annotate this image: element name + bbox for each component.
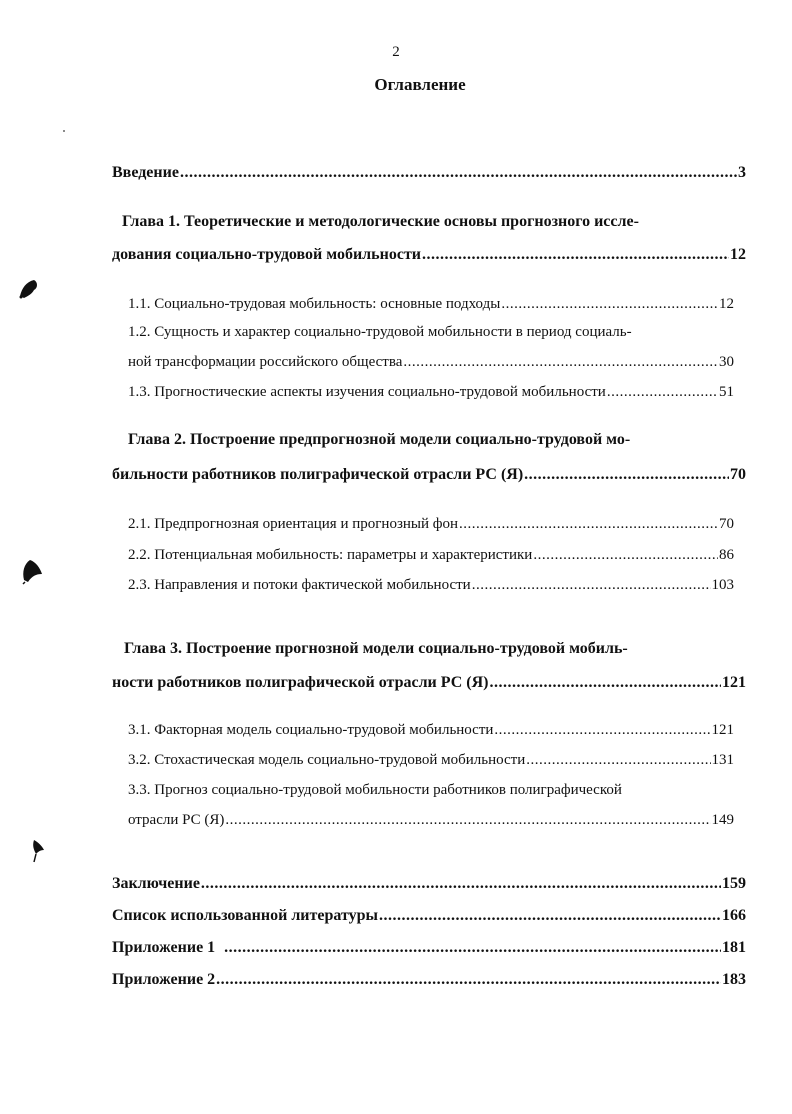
toc-entry-page: 181 (722, 939, 746, 956)
leader-dots (180, 163, 737, 183)
toc-entry-page: 121 (711, 722, 734, 738)
leader-dots (533, 545, 718, 565)
scan-speck-2 (18, 556, 46, 586)
section-3-3[interactable]: 3.3. Прогноз социально-трудовой мобильности работников полиграфической (128, 782, 622, 798)
leader-dots (524, 465, 729, 485)
leader-dots (216, 970, 721, 990)
toc-entry-page: 159 (722, 875, 746, 892)
section-2-3[interactable] (128, 575, 734, 595)
toc-entry-page: 131 (711, 752, 734, 768)
chapter-2-heading-cont[interactable] (112, 465, 746, 485)
toc-entry-page: 12 (719, 296, 734, 312)
toc-entry-page: 70 (730, 466, 746, 483)
toc-entry-page: 51 (719, 384, 734, 400)
leader-dots (422, 245, 729, 265)
section-3-2[interactable] (128, 750, 734, 770)
toc-entry-label: Приложение 2 (112, 971, 216, 988)
leader-dots (403, 352, 718, 372)
toc-entry-label: отрасли РС (Я) (128, 812, 225, 828)
leader-dots (490, 673, 722, 693)
section-1-2[interactable]: 1.2. Сущность и характер социально-трудовой мобильности в период социаль- (128, 324, 632, 340)
section-2-2[interactable] (128, 545, 734, 565)
toc-entry-label: 3.1. Факторная модель социально-трудовой мобильности (128, 722, 494, 738)
leader-dots (459, 514, 718, 534)
toc-entry-label: Введение (112, 164, 179, 181)
toc-entry-appendix-2[interactable] (112, 970, 746, 990)
toc-entry-page: 121 (722, 674, 746, 691)
section-1-3[interactable] (128, 382, 734, 402)
toc-entry-label: бильности работников полиграфической отрасли РС (Я) (112, 466, 524, 483)
section-3-3-cont[interactable] (128, 810, 734, 830)
toc-entry-page: 166 (722, 907, 746, 924)
toc-entry-page: 70 (719, 516, 734, 532)
leader-dots (501, 294, 718, 314)
toc-entry-appendix-1[interactable] (112, 938, 746, 958)
toc-entry-label: ности работников полиграфической отрасли РС (Я) (112, 674, 489, 691)
toc-entry-page: 86 (719, 547, 734, 563)
toc-entry-page: 149 (711, 812, 734, 828)
toc-entry-label: ной трансформации российского общества (128, 354, 403, 370)
toc-entry-label: Заключение (112, 875, 200, 892)
toc-entry-label: 1.3. Прогностические аспекты изучения социально-трудовой мобильности (128, 384, 606, 400)
page-number: 2 (392, 44, 400, 60)
scan-speck-1 (16, 276, 42, 302)
toc-entry-page: 103 (711, 577, 734, 593)
toc-entry-label: Список использованной литературы (112, 907, 378, 924)
toc-entry-label: дования социально-трудовой мобильности (112, 246, 422, 263)
leader-dots (224, 938, 721, 958)
toc-entry-page: 183 (722, 971, 746, 988)
leader-dots (201, 874, 721, 894)
toc-entry-label: 2.1. Предпрогнозная ориентация и прогнозный фон (128, 516, 458, 532)
leader-dots (225, 810, 710, 830)
section-2-1[interactable] (128, 514, 734, 534)
toc-entry-label: Приложение 1 (112, 939, 224, 956)
leader-dots (526, 750, 710, 770)
toc-entry-page: 3 (738, 164, 746, 181)
chapter-3-heading[interactable]: Глава 3. Построение прогнозной модели социально-трудовой мобиль- (124, 640, 628, 657)
toc-entry-conclusion[interactable] (112, 874, 746, 894)
chapter-3-heading-cont[interactable] (112, 673, 746, 693)
section-1-2-cont[interactable] (128, 352, 734, 372)
leader-dots (494, 720, 710, 740)
toc-entry-label: 1.1. Социально-трудовая мобильность: основные подходы (128, 296, 501, 312)
toc-entry-label: 2.2. Потенциальная мобильность: параметры и характеристики (128, 547, 533, 563)
toc-entry-bibliography[interactable] (112, 906, 746, 926)
toc-entry-page: 12 (730, 246, 746, 263)
toc-entry-intro[interactable] (112, 163, 746, 183)
chapter-1-heading[interactable]: Глава 1. Теоретические и методологические основы прогнозного иссле- (122, 213, 639, 230)
toc-entry-page: 30 (719, 354, 734, 370)
section-3-1[interactable] (128, 720, 734, 740)
leader-dots (607, 382, 718, 402)
leader-dots (379, 906, 721, 926)
page-title: Оглавление (374, 75, 466, 94)
toc-entry-label: 2.3. Направления и потоки фактической мобильности (128, 577, 471, 593)
scan-speck-3 (28, 836, 50, 866)
section-1-1[interactable] (128, 294, 734, 314)
leader-dots (472, 575, 711, 595)
chapter-2-heading[interactable]: Глава 2. Построение предпрогнозной модели социально-трудовой мо- (128, 431, 631, 448)
toc-entry-label: 3.2. Стохастическая модель социально-трудовой мобильности (128, 752, 526, 768)
chapter-1-heading-cont[interactable] (112, 245, 746, 265)
scan-dot (62, 129, 66, 133)
